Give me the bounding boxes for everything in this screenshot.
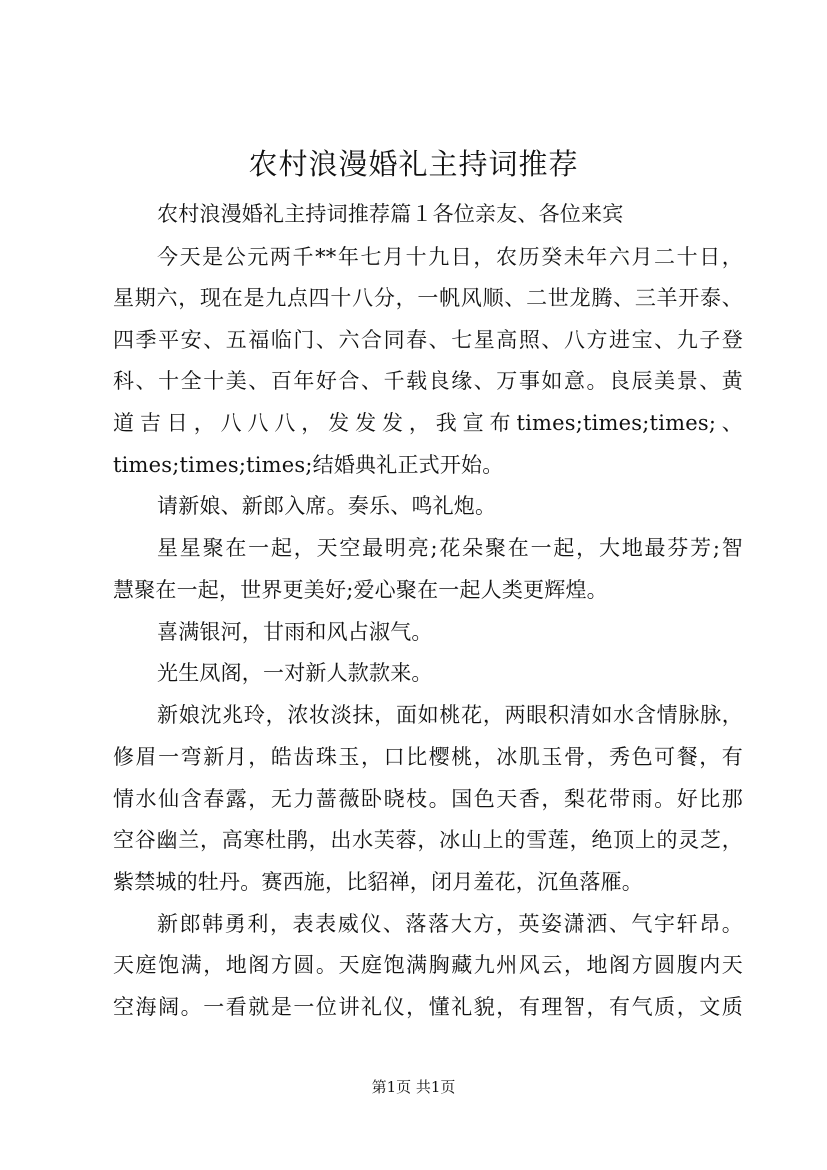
paragraph-line: 光生凤阁，一对新人款款来。	[157, 661, 433, 685]
paragraph-line: 今天是公元两千**年七月十九日，农历癸未年六月二十日，	[157, 245, 743, 269]
paragraph-line: 四季平安、五福临门、六合同春、七星高照、八方进宝、九子登	[113, 328, 743, 352]
paragraph-line: times;times;times;结婚典礼正式开始。	[113, 453, 504, 477]
paragraph-line: 星星聚在一起，天空最明亮;花朵聚在一起，大地最芬芳;智	[157, 536, 743, 560]
paragraph-line: 新郎韩勇利，表表威仪、落落大方，英姿潇洒、气宇轩昂。	[157, 912, 743, 936]
paragraph-line: 空海阔。一看就是一位讲礼仪，懂礼貌，有理智，有气质，文质	[113, 995, 743, 1019]
paragraph-line: 天庭饱满，地阁方圆。天庭饱满胸藏九州风云，地阁方圆腹内天	[113, 953, 743, 977]
page-title: 农村浪漫婚礼主持词推荐	[248, 147, 579, 181]
paragraph-line: 紫禁城的牡丹。赛西施，比貂禅，闭月羞花，沉鱼落雁。	[113, 870, 643, 894]
paragraph-line: 科、十全十美、百年好合、千载良缘、万事如意。良辰美景、黄	[113, 369, 743, 393]
paragraph-line: 道吉日，八八八，发发发，我宣布times;times;times;、	[113, 411, 743, 435]
paragraph-line: 农村浪漫婚礼主持词推荐篇１各位亲友、各位来宾	[157, 202, 624, 226]
paragraph-line: 喜满银河，甘雨和风占淑气。	[157, 620, 433, 644]
paragraph-line: 新娘沈兆玲，浓妆淡抹，面如桃花，两眼积清如水含情脉脉，	[157, 703, 743, 727]
page-footer: 第1页 共1页	[371, 1078, 456, 1096]
paragraph-line: 星期六，现在是九点四十八分，一帆风顺、二世龙腾、三羊开泰、	[113, 286, 743, 310]
paragraph-line: 请新娘、新郎入席。奏乐、鸣礼炮。	[157, 494, 497, 518]
paragraph-line: 空谷幽兰，高寒杜鹃，出水芙蓉，冰山上的雪莲，绝顶上的灵芝，	[113, 828, 743, 852]
paragraph-line: 修眉一弯新月，皓齿珠玉，口比樱桃，冰肌玉骨，秀色可餐，有	[113, 745, 743, 769]
paragraph-line: 情水仙含春露，无力蔷薇卧晓枝。国色天香，梨花带雨。好比那	[113, 787, 743, 811]
paragraph-line: 慧聚在一起，世界更美好;爱心聚在一起人类更辉煌。	[113, 578, 608, 602]
